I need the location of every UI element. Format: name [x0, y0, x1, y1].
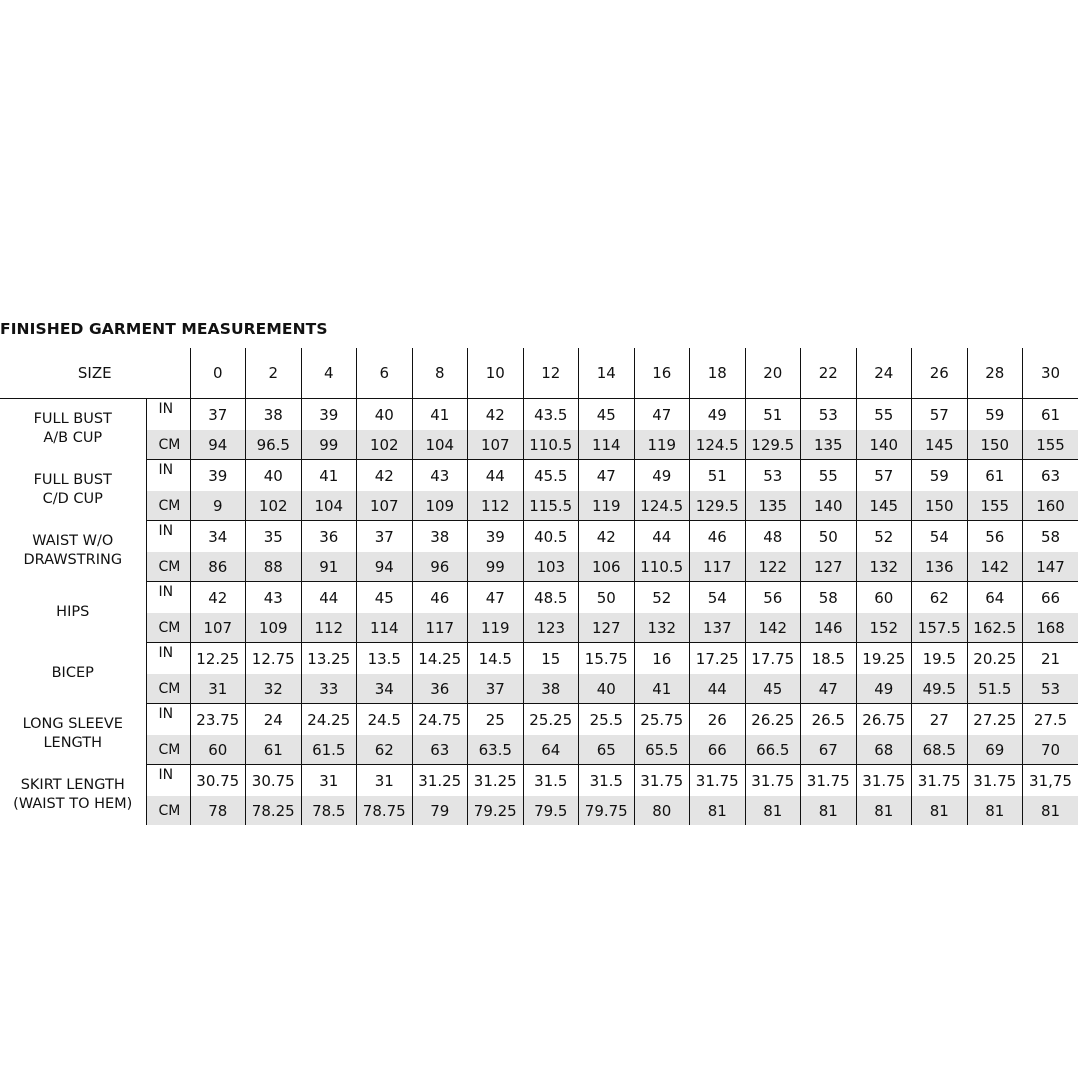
- inch-value-cell: 56: [967, 521, 1023, 553]
- cm-value-cell: 65: [579, 735, 635, 765]
- cm-value-cell: 136: [912, 552, 968, 582]
- measurement-label: [0, 643, 146, 704]
- inch-value-cell: 42: [357, 460, 413, 492]
- inch-value-cell: 35: [246, 521, 302, 553]
- cm-value-cell: 53: [1023, 674, 1079, 704]
- inch-value-cell: 19.5: [912, 643, 968, 675]
- cm-value-cell: 109: [246, 613, 302, 643]
- measurement-label-line: FULL BUST: [33, 411, 112, 428]
- inch-value-cell: 31: [301, 765, 357, 797]
- inch-value-cell: 53: [745, 460, 801, 492]
- cm-value-cell: 79.5: [523, 796, 579, 825]
- inch-value-cell: 19.25: [856, 643, 912, 675]
- cm-value-cell: 145: [912, 430, 968, 460]
- cm-value-cell: 62: [357, 735, 413, 765]
- inch-value-cell: 31.75: [801, 765, 857, 797]
- inch-value-cell: 31.75: [967, 765, 1023, 797]
- cm-value-cell: 45: [745, 674, 801, 704]
- inch-value-cell: 37: [357, 521, 413, 553]
- inch-value-cell: 46: [412, 582, 468, 614]
- inch-value-cell: 40: [246, 460, 302, 492]
- unit-in-label: IN: [158, 706, 174, 722]
- inch-value-cell: 54: [690, 582, 746, 614]
- cm-value-cell: 112: [468, 491, 524, 521]
- measurement-label-line: DRAWSTRING: [23, 552, 123, 568]
- cm-value-cell: 150: [912, 491, 968, 521]
- size-header-cell: 18: [690, 348, 746, 399]
- measurement-row-cm: [0, 613, 1078, 643]
- cm-value-cell: 99: [301, 430, 357, 460]
- size-header-cell: 30: [1023, 348, 1079, 399]
- measurement-table: [0, 348, 1078, 825]
- inch-value-cell: 26: [690, 704, 746, 736]
- inch-value-cell: 55: [801, 460, 857, 492]
- measurement-row-cm: [0, 552, 1078, 582]
- unit-cm-label: CM: [146, 430, 190, 460]
- inch-value-cell: 57: [912, 399, 968, 431]
- inch-value-cell: 31.75: [745, 765, 801, 797]
- cm-value-cell: 81: [912, 796, 968, 825]
- measurement-label-line: (WAIST TO HEM): [13, 795, 133, 812]
- inch-value-cell: 44: [301, 582, 357, 614]
- cm-value-cell: 114: [357, 613, 413, 643]
- inch-value-cell: 12.25: [190, 643, 246, 675]
- cm-value-cell: 168: [1023, 613, 1079, 643]
- inch-value-cell: 63: [1023, 460, 1079, 492]
- cm-value-cell: 106: [579, 552, 635, 582]
- measurement-label: [0, 765, 146, 826]
- inch-value-cell: 24.5: [357, 704, 413, 736]
- inch-value-cell: 31.75: [856, 765, 912, 797]
- cm-value-cell: 81: [745, 796, 801, 825]
- inch-value-cell: 56: [745, 582, 801, 614]
- cm-value-cell: 37: [468, 674, 524, 704]
- inch-value-cell: 52: [856, 521, 912, 553]
- inch-value-cell: 66: [1023, 582, 1079, 614]
- inch-value-cell: 50: [801, 521, 857, 553]
- measurement-label: [0, 704, 146, 765]
- inch-value-cell: 42: [190, 582, 246, 614]
- inch-value-cell: 21: [1023, 643, 1079, 675]
- unit-in-label: IN: [158, 401, 174, 417]
- cm-value-cell: 109: [412, 491, 468, 521]
- size-header-cell: 6: [357, 348, 413, 399]
- measurement-row-cm: [0, 491, 1078, 521]
- size-header-cell: 26: [912, 348, 968, 399]
- size-header-cell: 12: [523, 348, 579, 399]
- inch-value-cell: 37: [190, 399, 246, 431]
- cm-value-cell: 47: [801, 674, 857, 704]
- inch-value-cell: 31.5: [579, 765, 635, 797]
- inch-value-cell: 57: [856, 460, 912, 492]
- size-header-cell: 2: [246, 348, 302, 399]
- cm-value-cell: 119: [634, 430, 690, 460]
- cm-value-cell: 86: [190, 552, 246, 582]
- measurement-label-line: SKIRT LENGTH: [20, 776, 125, 793]
- cm-value-cell: 96.5: [246, 430, 302, 460]
- cm-value-cell: 150: [967, 430, 1023, 460]
- inch-value-cell: 25.25: [523, 704, 579, 736]
- measurement-row-in: [0, 704, 1078, 736]
- cm-value-cell: 38: [523, 674, 579, 704]
- cm-value-cell: 78: [190, 796, 246, 825]
- cm-value-cell: 91: [301, 552, 357, 582]
- cm-value-cell: 78.25: [246, 796, 302, 825]
- measurement-row-in: [0, 460, 1078, 492]
- inch-value-cell: 31.5: [523, 765, 579, 797]
- inch-value-cell: 14.25: [412, 643, 468, 675]
- inch-value-cell: 50: [579, 582, 635, 614]
- measurement-row-cm: [0, 674, 1078, 704]
- unit-in-label: IN: [158, 523, 174, 539]
- inch-value-cell: 58: [801, 582, 857, 614]
- inch-value-cell: 41: [301, 460, 357, 492]
- unit-cm-label: CM: [146, 491, 190, 521]
- inch-value-cell: 59: [967, 399, 1023, 431]
- cm-value-cell: 81: [1023, 796, 1079, 825]
- cm-value-cell: 49: [856, 674, 912, 704]
- inch-value-cell: 31: [357, 765, 413, 797]
- cm-value-cell: 124.5: [690, 430, 746, 460]
- cm-value-cell: 78.75: [357, 796, 413, 825]
- cm-value-cell: 79.25: [468, 796, 524, 825]
- inch-value-cell: 24.25: [301, 704, 357, 736]
- cm-value-cell: 140: [856, 430, 912, 460]
- table-body: [0, 399, 1078, 826]
- inch-value-cell: 24: [246, 704, 302, 736]
- inch-value-cell: 31.75: [912, 765, 968, 797]
- inch-value-cell: 27: [912, 704, 968, 736]
- cm-value-cell: 31: [190, 674, 246, 704]
- cm-value-cell: 81: [801, 796, 857, 825]
- cm-value-cell: 41: [634, 674, 690, 704]
- inch-value-cell: 45: [579, 399, 635, 431]
- inch-value-cell: 25.75: [634, 704, 690, 736]
- unit-in-label: IN: [158, 462, 174, 478]
- cm-value-cell: 44: [690, 674, 746, 704]
- measurement-label: [0, 460, 146, 521]
- cm-value-cell: 145: [856, 491, 912, 521]
- size-header-cell: 22: [801, 348, 857, 399]
- cm-value-cell: 68: [856, 735, 912, 765]
- inch-value-cell: 49: [634, 460, 690, 492]
- inch-value-cell: 13.25: [301, 643, 357, 675]
- cm-value-cell: 104: [412, 430, 468, 460]
- cm-value-cell: 103: [523, 552, 579, 582]
- size-header-cell: 16: [634, 348, 690, 399]
- inch-value-cell: 45.5: [523, 460, 579, 492]
- inch-value-cell: 61: [967, 460, 1023, 492]
- unit-cm-label: CM: [146, 613, 190, 643]
- cm-value-cell: 152: [856, 613, 912, 643]
- inch-value-cell: 62: [912, 582, 968, 614]
- measurement-label: [0, 521, 146, 582]
- cm-value-cell: 162.5: [967, 613, 1023, 643]
- cm-value-cell: 96: [412, 552, 468, 582]
- inch-value-cell: 40: [357, 399, 413, 431]
- cm-value-cell: 110.5: [634, 552, 690, 582]
- cm-value-cell: 99: [468, 552, 524, 582]
- measurement-row-in: [0, 399, 1078, 431]
- cm-value-cell: 140: [801, 491, 857, 521]
- size-header-cell: 20: [745, 348, 801, 399]
- inch-value-cell: 61: [1023, 399, 1079, 431]
- cm-value-cell: 40: [579, 674, 635, 704]
- cm-value-cell: 129.5: [745, 430, 801, 460]
- measurement-label-line: BICEP: [51, 664, 94, 681]
- cm-value-cell: 78.5: [301, 796, 357, 825]
- measurement-row-cm: [0, 430, 1078, 460]
- inch-value-cell: 26.5: [801, 704, 857, 736]
- cm-value-cell: 70: [1023, 735, 1079, 765]
- measurement-label-line: LONG SLEEVE: [22, 716, 123, 732]
- size-header-cell: 14: [579, 348, 635, 399]
- inch-value-cell: 48: [745, 521, 801, 553]
- cm-value-cell: 127: [579, 613, 635, 643]
- cm-value-cell: 160: [1023, 491, 1079, 521]
- cm-value-cell: 114: [579, 430, 635, 460]
- inch-value-cell: 15.75: [579, 643, 635, 675]
- cm-value-cell: 155: [1023, 430, 1079, 460]
- inch-value-cell: 39: [468, 521, 524, 553]
- cm-value-cell: 117: [690, 552, 746, 582]
- cm-value-cell: 157.5: [912, 613, 968, 643]
- inch-value-cell: 12.75: [246, 643, 302, 675]
- cm-value-cell: 137: [690, 613, 746, 643]
- inch-value-cell: 20.25: [967, 643, 1023, 675]
- measurement-label-line: LENGTH: [43, 735, 103, 751]
- inch-value-cell: 30.75: [190, 765, 246, 797]
- inch-value-cell: 39: [301, 399, 357, 431]
- inch-value-cell: 42: [468, 399, 524, 431]
- measurement-row-cm: [0, 735, 1078, 765]
- cm-value-cell: 107: [357, 491, 413, 521]
- inch-value-cell: 27.25: [967, 704, 1023, 736]
- cm-value-cell: 142: [745, 613, 801, 643]
- cm-value-cell: 63.5: [468, 735, 524, 765]
- inch-value-cell: 46: [690, 521, 746, 553]
- cm-value-cell: 33: [301, 674, 357, 704]
- cm-value-cell: 127: [801, 552, 857, 582]
- inch-value-cell: 16: [634, 643, 690, 675]
- cm-value-cell: 80: [634, 796, 690, 825]
- inch-value-cell: 38: [412, 521, 468, 553]
- cm-value-cell: 102: [357, 430, 413, 460]
- size-header-row: [0, 348, 1078, 399]
- inch-value-cell: 41: [412, 399, 468, 431]
- cm-value-cell: 155: [967, 491, 1023, 521]
- inch-value-cell: 36: [301, 521, 357, 553]
- measurement-row-in: [0, 643, 1078, 675]
- measurement-label-line: WAIST W/O: [32, 533, 114, 549]
- cm-value-cell: 66.5: [745, 735, 801, 765]
- inch-value-cell: 43: [412, 460, 468, 492]
- cm-value-cell: 119: [579, 491, 635, 521]
- inch-value-cell: 40.5: [523, 521, 579, 553]
- inch-value-cell: 47: [579, 460, 635, 492]
- measurement-row-in: [0, 582, 1078, 614]
- inch-value-cell: 59: [912, 460, 968, 492]
- cm-value-cell: 147: [1023, 552, 1079, 582]
- measurement-label-line: FULL BUST: [33, 472, 112, 488]
- cm-value-cell: 61.5: [301, 735, 357, 765]
- cm-value-cell: 64: [523, 735, 579, 765]
- inch-value-cell: 31.75: [690, 765, 746, 797]
- cm-value-cell: 110.5: [523, 430, 579, 460]
- size-header-cell: 28: [967, 348, 1023, 399]
- cm-value-cell: 9: [190, 491, 246, 521]
- cm-value-cell: 65.5: [634, 735, 690, 765]
- cm-value-cell: 34: [357, 674, 413, 704]
- cm-value-cell: 132: [634, 613, 690, 643]
- unit-cm-label: CM: [146, 735, 190, 765]
- inch-value-cell: 45: [357, 582, 413, 614]
- inch-value-cell: 13.5: [357, 643, 413, 675]
- cm-value-cell: 61: [246, 735, 302, 765]
- cm-value-cell: 51.5: [967, 674, 1023, 704]
- inch-value-cell: 23.75: [190, 704, 246, 736]
- size-header-cell: 8: [412, 348, 468, 399]
- cm-value-cell: 112: [301, 613, 357, 643]
- size-header-cell: 4: [301, 348, 357, 399]
- inch-value-cell: 51: [745, 399, 801, 431]
- inch-value-cell: 14.5: [468, 643, 524, 675]
- inch-value-cell: 54: [912, 521, 968, 553]
- cm-value-cell: 119: [468, 613, 524, 643]
- cm-value-cell: 66: [690, 735, 746, 765]
- cm-value-cell: 94: [190, 430, 246, 460]
- inch-value-cell: 38: [246, 399, 302, 431]
- inch-value-cell: 43: [246, 582, 302, 614]
- inch-value-cell: 44: [468, 460, 524, 492]
- cm-value-cell: 63: [412, 735, 468, 765]
- measurement-label: [0, 582, 146, 643]
- cm-value-cell: 94: [357, 552, 413, 582]
- inch-value-cell: 64: [967, 582, 1023, 614]
- inch-value-cell: 26.25: [745, 704, 801, 736]
- cm-value-cell: 88: [246, 552, 302, 582]
- cm-value-cell: 79: [412, 796, 468, 825]
- cm-value-cell: 49.5: [912, 674, 968, 704]
- inch-value-cell: 34: [190, 521, 246, 553]
- cm-value-cell: 124.5: [634, 491, 690, 521]
- cm-value-cell: 68.5: [912, 735, 968, 765]
- cm-value-cell: 67: [801, 735, 857, 765]
- unit-in-label: IN: [158, 767, 174, 783]
- inch-value-cell: 31,75: [1023, 765, 1079, 797]
- inch-value-cell: 51: [690, 460, 746, 492]
- cm-value-cell: 79.75: [579, 796, 635, 825]
- size-header-cell: 10: [468, 348, 524, 399]
- cm-value-cell: 107: [468, 430, 524, 460]
- cm-value-cell: 36: [412, 674, 468, 704]
- cm-value-cell: 102: [246, 491, 302, 521]
- size-label: SIZE: [0, 348, 190, 399]
- inch-value-cell: 26.75: [856, 704, 912, 736]
- inch-value-cell: 53: [801, 399, 857, 431]
- cm-value-cell: 122: [745, 552, 801, 582]
- measurement-label: [0, 399, 146, 460]
- inch-value-cell: 44: [634, 521, 690, 553]
- size-header-cell: 24: [856, 348, 912, 399]
- cm-value-cell: 69: [967, 735, 1023, 765]
- cm-value-cell: 135: [745, 491, 801, 521]
- measurement-row-cm: [0, 796, 1078, 825]
- measurement-label-line: HIPS: [56, 603, 90, 620]
- inch-value-cell: 25.5: [579, 704, 635, 736]
- unit-cm-label: CM: [146, 796, 190, 825]
- inch-value-cell: 52: [634, 582, 690, 614]
- unit-cm-label: CM: [146, 552, 190, 582]
- inch-value-cell: 27.5: [1023, 704, 1079, 736]
- inch-value-cell: 17.75: [745, 643, 801, 675]
- inch-value-cell: 58: [1023, 521, 1079, 553]
- cm-value-cell: 142: [967, 552, 1023, 582]
- inch-value-cell: 47: [634, 399, 690, 431]
- cm-value-cell: 104: [301, 491, 357, 521]
- inch-value-cell: 43.5: [523, 399, 579, 431]
- inch-value-cell: 31.25: [412, 765, 468, 797]
- measurement-row-in: [0, 765, 1078, 797]
- unit-in-label: IN: [158, 584, 174, 600]
- inch-value-cell: 47: [468, 582, 524, 614]
- cm-value-cell: 132: [856, 552, 912, 582]
- chart-title: FINISHED GARMENT MEASUREMENTS: [0, 320, 328, 338]
- cm-value-cell: 129.5: [690, 491, 746, 521]
- cm-value-cell: 115.5: [523, 491, 579, 521]
- inch-value-cell: 48.5: [523, 582, 579, 614]
- cm-value-cell: 123: [523, 613, 579, 643]
- inch-value-cell: 31.75: [634, 765, 690, 797]
- measurement-label-line: A/B CUP: [43, 430, 103, 447]
- cm-value-cell: 117: [412, 613, 468, 643]
- cm-value-cell: 32: [246, 674, 302, 704]
- inch-value-cell: 17.25: [690, 643, 746, 675]
- cm-value-cell: 81: [967, 796, 1023, 825]
- inch-value-cell: 31.25: [468, 765, 524, 797]
- cm-value-cell: 146: [801, 613, 857, 643]
- unit-cm-label: CM: [146, 674, 190, 704]
- measurement-label-line: C/D CUP: [42, 491, 103, 507]
- measurement-row-in: [0, 521, 1078, 553]
- cm-value-cell: 135: [801, 430, 857, 460]
- inch-value-cell: 15: [523, 643, 579, 675]
- unit-in-label: IN: [158, 645, 174, 661]
- size-header-cell: 0: [190, 348, 246, 399]
- cm-value-cell: 81: [856, 796, 912, 825]
- inch-value-cell: 18.5: [801, 643, 857, 675]
- inch-value-cell: 55: [856, 399, 912, 431]
- inch-value-cell: 25: [468, 704, 524, 736]
- cm-value-cell: 81: [690, 796, 746, 825]
- inch-value-cell: 49: [690, 399, 746, 431]
- inch-value-cell: 24.75: [412, 704, 468, 736]
- cm-value-cell: 60: [190, 735, 246, 765]
- inch-value-cell: 60: [856, 582, 912, 614]
- inch-value-cell: 39: [190, 460, 246, 492]
- cm-value-cell: 107: [190, 613, 246, 643]
- inch-value-cell: 42: [579, 521, 635, 553]
- inch-value-cell: 30.75: [246, 765, 302, 797]
